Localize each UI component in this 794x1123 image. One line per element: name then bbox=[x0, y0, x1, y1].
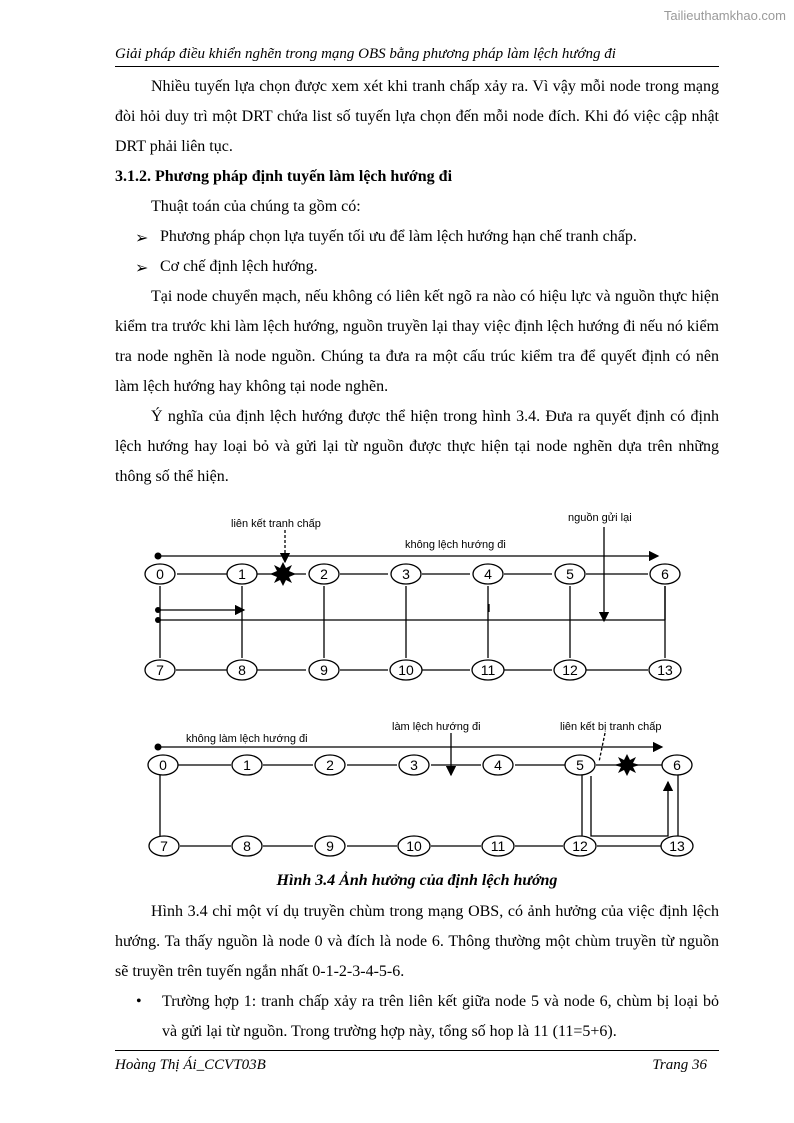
node-8 bbox=[227, 660, 257, 680]
paragraph-1: Nhiều tuyến lựa chọn được xem xét khi tranh chấp xảy ra. Vì vậy mỗi node trong mạng đòi hỏi duy trì một DRT chứa list số tuyến lựa chọn đến mỗi node đích. Khi đó việc cập nhật DRT phải liên tục. bbox=[115, 78, 719, 155]
node-13 bbox=[649, 660, 681, 680]
label-deflection: làm lệch hướng đi bbox=[392, 721, 481, 733]
svg-text:3: 3 bbox=[402, 566, 410, 582]
diagram-2 bbox=[158, 733, 678, 846]
node-12 bbox=[554, 660, 586, 680]
label-source-resend: nguồn gửi lại bbox=[568, 512, 632, 524]
figure-deflection-diagram bbox=[0, 490, 794, 870]
svg-text:2: 2 bbox=[326, 757, 334, 773]
paragraph-3: Ý nghĩa của định lệch hướng được thể hiện trong hình 3.4. Đưa ra quyết định có định lệch hướng hay loại bỏ và gửi lại từ nguồn được thực hiện tại node nghẽn dựa trên những thông số thể hiện. bbox=[115, 408, 719, 485]
svg-text:1: 1 bbox=[243, 757, 251, 773]
arrow-bullet-icon: ➢ bbox=[135, 260, 149, 277]
node-1 bbox=[232, 755, 262, 775]
page-footer bbox=[115, 1050, 719, 1074]
svg-text:6: 6 bbox=[661, 566, 669, 582]
node-12 bbox=[564, 836, 596, 856]
node-3 bbox=[399, 755, 429, 775]
footer-page-number: Trang 36 bbox=[652, 1057, 707, 1073]
svg-text:12: 12 bbox=[562, 662, 578, 678]
node-7 bbox=[149, 836, 179, 856]
footer-author: Hoàng Thị Ái_CCVT03B bbox=[115, 1057, 266, 1073]
contention-burst-icon bbox=[614, 754, 640, 776]
node-5 bbox=[565, 755, 595, 775]
paragraph-4: Hình 3.4 chỉ một ví dụ truyền chùm trong mạng OBS, có ảnh hưởng của việc định lệch hướng. Ta thấy nguồn là node 0 và đích là node 6. Thông thường một chùm truyền từ nguồn sẽ truyền trên tuyến ngắn nhất 0-1-2-3-4-5-6. bbox=[115, 903, 719, 980]
node-11 bbox=[472, 660, 504, 680]
svg-text:11: 11 bbox=[480, 662, 496, 678]
node-4 bbox=[473, 564, 503, 584]
svg-text:13: 13 bbox=[669, 838, 685, 854]
svg-text:4: 4 bbox=[494, 757, 502, 773]
svg-text:10: 10 bbox=[406, 838, 422, 854]
svg-text:6: 6 bbox=[673, 757, 681, 773]
algorithm-intro: Thuật toán của chúng ta gồm có: bbox=[151, 198, 361, 215]
svg-text:5: 5 bbox=[566, 566, 574, 582]
node-2 bbox=[315, 755, 345, 775]
svg-text:7: 7 bbox=[160, 838, 168, 854]
watermark: Tailieuthamkhao.com bbox=[663, 8, 786, 23]
source-dot bbox=[155, 553, 162, 560]
svg-text:13: 13 bbox=[657, 662, 673, 678]
paragraph-2: Tại node chuyển mạch, nếu không có liên kết ngõ ra nào có hiệu lực và nguồn thực hiện kiểm tra trước khi làm lệch hướng, nguồn truyền lại thay việc định lệch hướng đi nếu nó kiểm tra node nghẽn là node nguồn. Chúng ta đưa ra một cấu trúc kiểm tra để quyết định có nên làm lệch hướng hay không tại node nghẽn. bbox=[115, 288, 719, 395]
svg-text:0: 0 bbox=[159, 757, 167, 773]
svg-text:1: 1 bbox=[238, 566, 246, 582]
bullet-dot-icon: • bbox=[136, 993, 142, 1010]
arrow-bullet-icon: ➢ bbox=[135, 230, 149, 247]
section-heading: 3.1.2. Phương pháp định tuyến làm lệch hướng đi bbox=[115, 168, 453, 185]
node-6 bbox=[662, 755, 692, 775]
svg-text:7: 7 bbox=[156, 662, 164, 678]
node-11 bbox=[482, 836, 514, 856]
node-10 bbox=[398, 836, 430, 856]
label-no-deflection: không lệch hướng đi bbox=[405, 539, 506, 551]
label-no-deflection: không làm lệch hướng đi bbox=[186, 733, 308, 745]
svg-text:9: 9 bbox=[326, 838, 334, 854]
svg-text:8: 8 bbox=[243, 838, 251, 854]
node-6 bbox=[650, 564, 680, 584]
source-dot bbox=[155, 744, 162, 751]
svg-text:2: 2 bbox=[320, 566, 328, 582]
node-3 bbox=[391, 564, 421, 584]
svg-text:4: 4 bbox=[484, 566, 492, 582]
node-0 bbox=[145, 564, 175, 584]
contention-burst-icon bbox=[270, 562, 296, 586]
arrow-item-2: Cơ chế định lệch hướng. bbox=[160, 258, 318, 275]
page-header: Giải pháp điều khiển nghẽn trong mạng OBS bằng phương pháp làm lệch hướng đi bbox=[115, 46, 719, 67]
svg-text:11: 11 bbox=[490, 838, 506, 854]
svg-text:0: 0 bbox=[156, 566, 164, 582]
svg-text:5: 5 bbox=[576, 757, 584, 773]
node-0 bbox=[148, 755, 178, 775]
node-2 bbox=[309, 564, 339, 584]
svg-text:12: 12 bbox=[572, 838, 588, 854]
figure-caption: Hình 3.4 Ảnh hưởng của định lệch hướng bbox=[276, 872, 558, 889]
node-9 bbox=[315, 836, 345, 856]
svg-text:3: 3 bbox=[410, 757, 418, 773]
node-7 bbox=[145, 660, 175, 680]
node-9 bbox=[309, 660, 339, 680]
label-contended-link: liên kết bị tranh chấp bbox=[560, 721, 662, 733]
bullet-item-case-1: Trường hợp 1: tranh chấp xảy ra trên liên kết giữa node 5 và node 6, chùm bị loại bỏ và gửi lại từ nguồn. Trong trường hợp này, tổng số hop là 11 (11=5+6). bbox=[162, 993, 719, 1040]
node-8 bbox=[232, 836, 262, 856]
svg-text:8: 8 bbox=[238, 662, 246, 678]
svg-text:10: 10 bbox=[398, 662, 414, 678]
node-13 bbox=[661, 836, 693, 856]
node-4 bbox=[483, 755, 513, 775]
svg-text:9: 9 bbox=[320, 662, 328, 678]
label-contention-link: liên kết tranh chấp bbox=[231, 518, 321, 530]
node-10 bbox=[390, 660, 422, 680]
node-1 bbox=[227, 564, 257, 584]
node-5 bbox=[555, 564, 585, 584]
arrow-item-1: Phương pháp chọn lựa tuyến tối ưu để làm lệch hướng hạn chế tranh chấp. bbox=[160, 228, 637, 245]
